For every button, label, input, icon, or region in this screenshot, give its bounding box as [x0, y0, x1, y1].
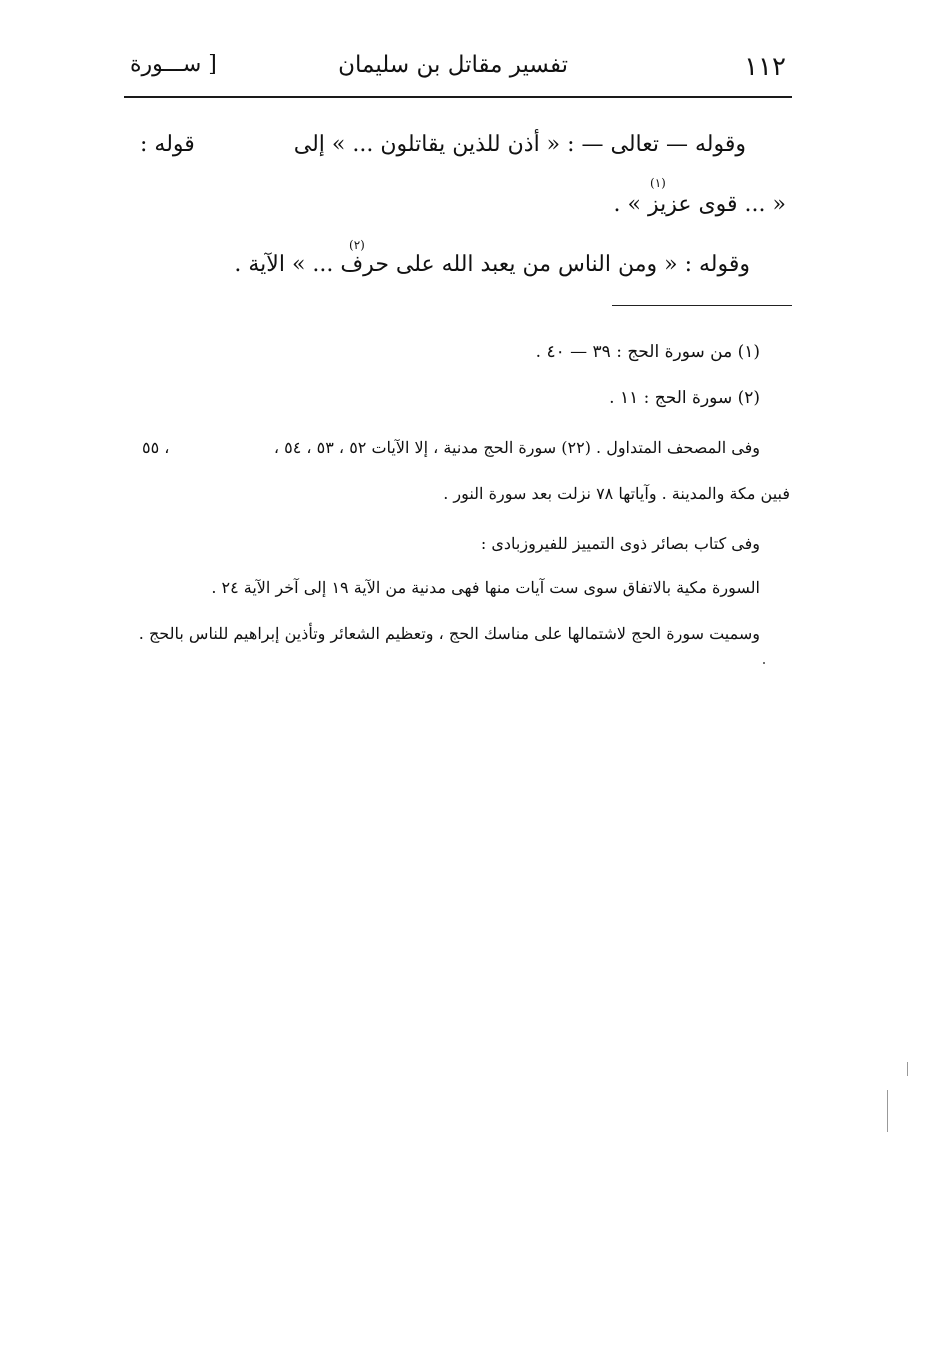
body-line-1-end: قوله : [140, 132, 195, 157]
page-number: ١١٢ [744, 52, 786, 82]
note-line-4: السورة مكية بالاتفاق سوى ست آيات منها فهى مدنية من الآية ١٩ إلى آخر الآية ٢٤ . [211, 578, 760, 597]
note-line-1: وفى المصحف المتداول . (٢٢) سورة الحج مدنية ، إلا الآيات ٥٢ ، ٥٣ ، ٥٤ ، [273, 438, 760, 457]
footnote-marker-1: (١) [650, 176, 666, 190]
running-title: تفسير مقاتل بن سليمان [338, 52, 568, 78]
footnote-marker-2: (٢) [349, 238, 365, 252]
page-header [124, 46, 792, 98]
scan-edge-mark-small [907, 1062, 908, 1076]
footnote-separator [612, 305, 792, 306]
body-line-3: وقوله : « ومن الناس من يعبد الله على حرف ... » الآية . [234, 252, 750, 277]
body-line-1: وقوله — تعالى — : « أذن للذين يقاتلون ... » إلى [293, 132, 746, 157]
note-line-5: وسميت سورة الحج لاشتمالها على مناسك الحج ، وتعظيم الشعائر وتأذين إبراهيم للناس بالحج . [138, 624, 760, 643]
scan-speck [763, 662, 765, 664]
note-line-1-end: ٥٥ ، [142, 438, 170, 457]
note-line-2: فبين مكة والمدينة . وآياتها ٧٨ نزلت بعد سورة النور . [443, 484, 790, 503]
note-line-3: وفى كتاب بصائر ذوى التمييز للفيروزبادى : [480, 534, 760, 553]
scan-edge-mark [887, 1090, 888, 1132]
footnote-2: (٢) سورة الحج : ١١ . [609, 388, 760, 408]
body-line-2: « ... قوى عزيز » . [613, 192, 786, 217]
footnote-1: (١) من سورة الحج : ٣٩ — ٤٠ . [535, 342, 760, 362]
surah-label: [ ســـورة [130, 52, 217, 77]
